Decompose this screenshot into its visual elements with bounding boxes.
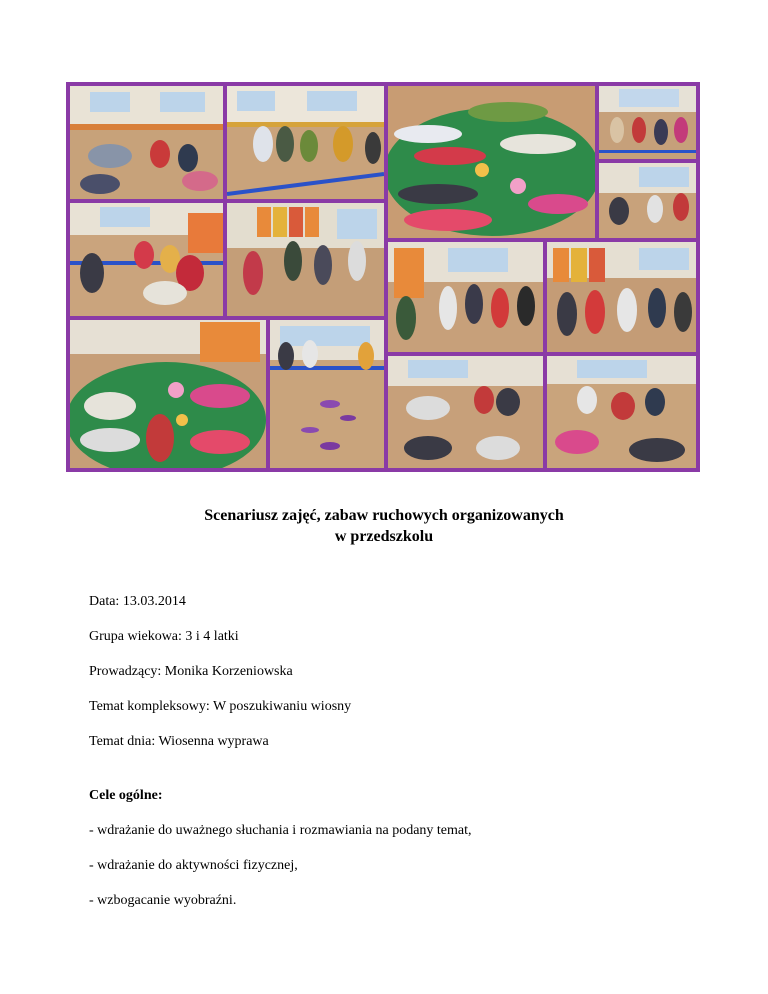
photo-paper-on-floor — [270, 320, 384, 468]
photo-children-dancing-lockers — [227, 203, 384, 316]
photo-children-mat-circle — [70, 320, 266, 468]
photo-children-group-kneeling — [70, 203, 223, 316]
photo-children-lockers-group — [547, 242, 696, 352]
field-day-topic: Temat dnia: Wiosenna wyprawa — [89, 734, 269, 749]
photo-collage — [66, 82, 700, 472]
photo-children-crawling-floor — [388, 356, 543, 468]
document-title — [0, 505, 768, 547]
photo-children-walking-window-right — [599, 163, 696, 238]
field-complex-topic: Temat kompleksowy: W poszukiwaniu wiosny — [89, 699, 352, 714]
title-line-2: w przedszkolu — [334, 528, 434, 545]
field-age-group: Grupa wiekowa: 3 i 4 latki — [89, 629, 239, 644]
goal-item: - wdrażanie do uważnego słuchania i rozmawiania na podany temat, — [89, 823, 472, 838]
photo-children-crawling — [70, 86, 223, 199]
photo-children-on-blue-line — [227, 86, 384, 199]
photo-children-crawling-floor-2 — [547, 356, 696, 468]
field-date: Data: 13.03.2014 — [89, 594, 186, 609]
goal-item: - wdrażanie do aktywności fizycznej, — [89, 858, 298, 873]
goals-heading: Cele ogólne: — [89, 788, 163, 803]
goal-item: - wzbogacanie wyobraźni. — [89, 893, 237, 908]
photo-children-running-window — [599, 86, 696, 159]
field-teacher: Prowadzący: Monika Korzeniowska — [89, 664, 293, 679]
photo-children-jumping — [388, 242, 543, 352]
title-line-1: Scenariusz zajęć, zabaw ruchowych organizowanych — [204, 507, 564, 524]
photo-children-lying-on-green-mat — [388, 86, 595, 238]
